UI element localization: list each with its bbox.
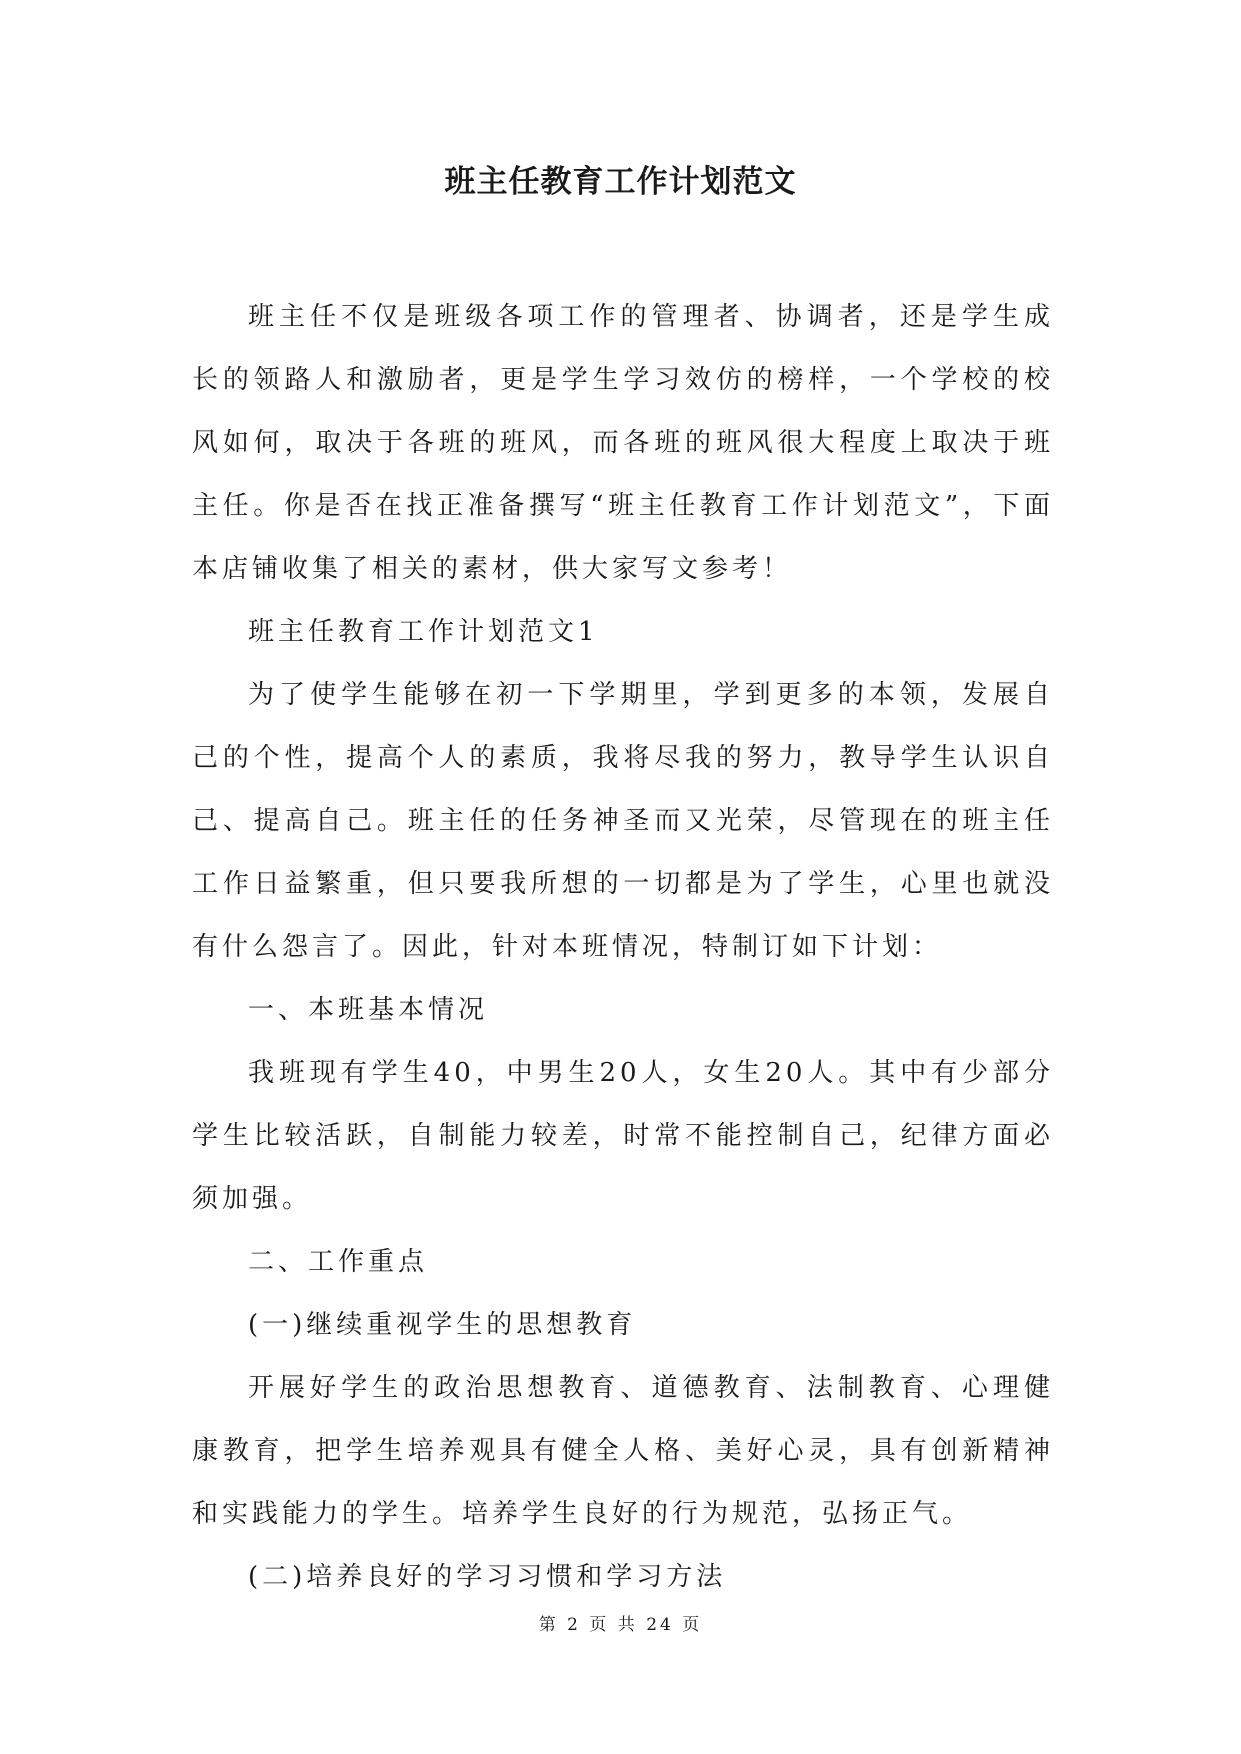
body-paragraph: 我班现有学生40，中男生20人，女生20人。其中有少部分学生比较活跃，自制能力较差，时常不能控制自己，纪律方面必须加强。 — [192, 1058, 1054, 1214]
section-heading-plan-1: 班主任教育工作计划范文1 — [248, 617, 599, 647]
body-paragraph: 开展好学生的政治思想教育、道德教育、法制教育、心理健康教育，把学生培养观具有健全人格、美好心灵，具有创新精神和实践能力的学生。培养学生良好的行为规范，弘扬正气。 — [192, 1373, 1054, 1529]
section-heading-work-focus: 二、工作重点 — [248, 1247, 429, 1277]
subsection-heading-ideology: (一)继续重视学生的思想教育 — [248, 1310, 637, 1340]
subsection-heading-study-habits: (二)培养良好的学习习惯和学习方法 — [248, 1562, 727, 1592]
body-paragraph: 为了使学生能够在初一下学期里，学到更多的本领，发展自己的个性，提高个人的素质，我将尽我的努力，教导学生认识自己、提高自己。班主任的任务神圣而又光荣，尽管现在的班主任工作日益繁重，但只要我所想的一切都是为了学生，心里也就没有什么怨言了。因此，针对本班情况，特制订如下计划： — [192, 680, 1054, 962]
intro-paragraph: 班主任不仅是班级各项工作的管理者、协调者，还是学生成长的领路人和激励者，更是学生学习效仿的榜样，一个学校的校风如何，取决于各班的班风，而各班的班风很大程度上取决于班主任。你是否在找正准备撰写“班主任教育工作计划范文”，下面本店铺收集了相关的素材，供大家写文参考！ — [192, 302, 1054, 584]
document-title: 班主任教育工作计划范文 — [444, 164, 797, 200]
document-body — [192, 286, 1054, 1609]
section-heading-class-situation: 一、本班基本情况 — [248, 995, 489, 1025]
page-number-footer: 第 2 页 共 24 页 — [538, 1615, 703, 1635]
